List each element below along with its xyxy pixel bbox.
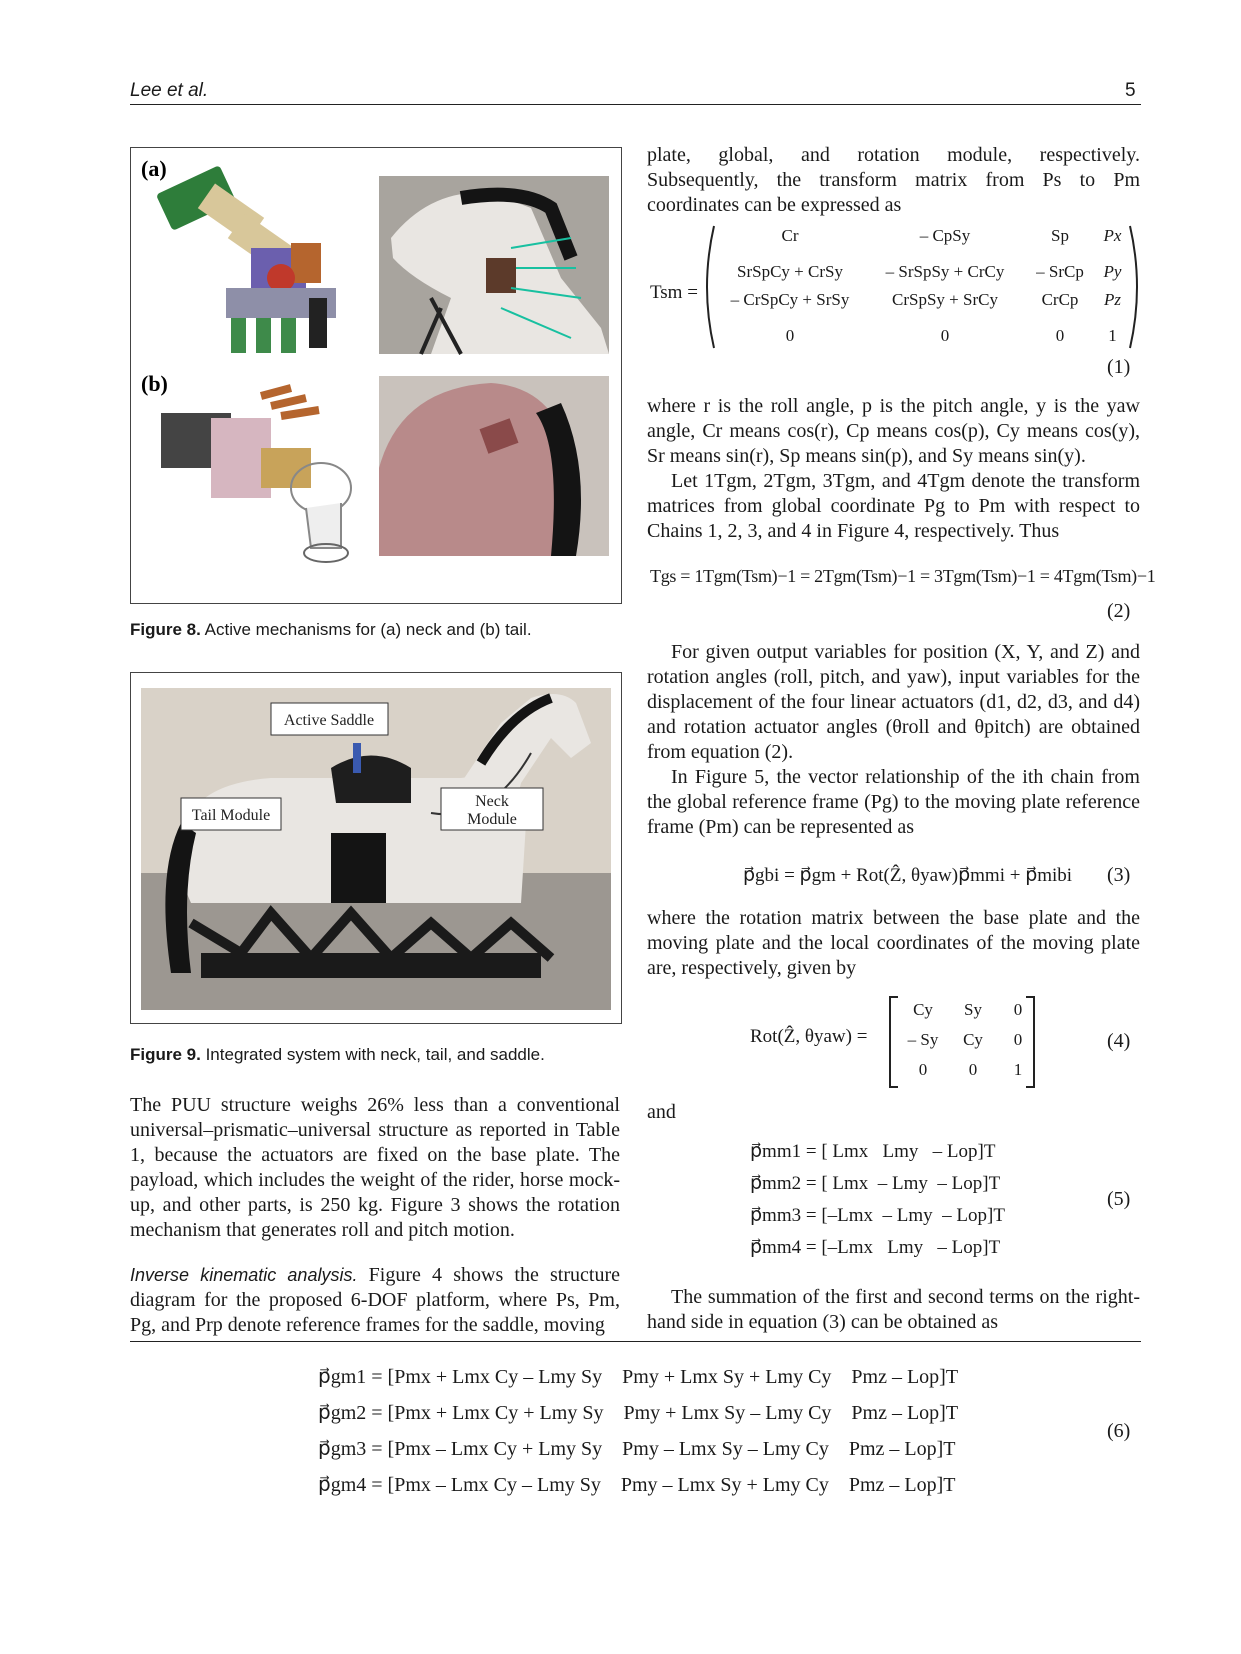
eq3-expression: p⃗gbi = p⃗gm + Rot(Ẑ, θyaw)p⃗mmi + p⃗mibi [743,865,1073,886]
right-paragraph-1: plate, global, and rotation module, respectively. Subsequently, the transform matrix from Ps to Pm coordinates can be expressed as [647,144,1140,216]
eq4-cell: Cy [913,1000,933,1019]
tail-mockup-photo [379,376,609,556]
figure-9-caption-label: Figure 9. [130,1045,201,1064]
paragraph-puu-structure: The PUU structure weighs 26% less than a conventional universal–prismatic–universal structure as reported in Table 1, because the actuators are fixed on the base plate. The payload, which includes the weight of the rider, horse mock-up, and other parts, is 250 kg. Figure 3 shows the rotation mechanism that generates roll and pitch motion. [130,1094,620,1241]
eq5-number: (5) [1107,1188,1131,1210]
tail-mechanism-cad [161,388,351,562]
eq5-row: p⃗mm2 = [ Lmx – Lmy – Lop]T [750,1173,1001,1194]
figure-8-illustration [131,148,621,603]
eq2-number: (2) [1107,600,1131,622]
figure-8-label-a: (a) [141,156,167,181]
right-paragraph-6: The summation of the first and second terms on the right-hand side in equation (3) can be obtained as [647,1286,1140,1333]
paragraph-vector-relationship: In Figure 5, the vector relationship of the ith chain from the global reference frame (Pg) to the moving plate reference frame (Pm) can be represented as [647,766,1140,838]
eq1-cell: CrCp [1041,290,1079,309]
eq1-cell: CrSpSy + SrCy [892,290,998,309]
runin-heading: Inverse kinematic analysis. [130,1265,358,1285]
figure-8-label-b: (b) [141,371,168,396]
eq1-lhs: Tsm = [650,282,698,303]
running-header-author: Lee et al. [130,80,209,101]
paragraph-inverse-kinematics-text: Figure 4 shows the structure diagram for the proposed 6-DOF platform, where Ps, Pm, Pg, and Prp denote reference frames for the saddle, moving [130,1264,620,1336]
callout-neck-line-1: Neck [475,793,509,810]
eq1-cell: – SrSpSy + CrCy [885,262,1005,281]
header-rule [130,104,1141,105]
eq1-number: (1) [1107,356,1131,378]
eq4-lhs: Rot(Ẑ, θyaw) = [750,1026,868,1047]
figure-8 [130,147,622,604]
callout-active-saddle: Active Saddle [283,712,375,729]
paragraph-angle-definitions: where r is the roll angle, p is the pitch angle, y is the yaw angle, Cr means cos(r), Cp means cos(p), Cy means cos(y), Sr means sin(r), Sp means sin(p), and Sy means sin(y). [647,395,1140,467]
eq4-cell: 1 [1013,1060,1023,1079]
eq1-cell: Sp [1051,226,1069,245]
figure-8-caption [130,620,532,640]
eq1-cell: SrSpCy + CrSy [737,262,843,281]
eq1-cell: Px [1103,226,1122,245]
eq1-cell: Pz [1104,290,1121,309]
eq6-number: (6) [1107,1420,1131,1442]
eq6-row: p⃗gm3 = [Pmx – Lmx Cy + Lmy Sy Pmy – Lmx Sy – Lmy Cy Pmz – Lop]T [318,1438,956,1460]
eq6-row: p⃗gm1 = [Pmx + Lmx Cy – Lmy Sy Pmy + Lmx Sy + Lmy Cy Pmz – Lop]T [318,1366,959,1388]
eq1-cell: – CpSy [919,226,971,245]
eq1-cell: Cr [781,226,799,245]
eq4-cell: 0 [918,1060,928,1079]
eq6-row: p⃗gm4 = [Pmx – Lmx Cy – Lmy Sy Pmy – Lmx Sy + Lmy Cy Pmz – Lop]T [318,1474,956,1496]
eq1-cell: 0 [785,326,795,345]
eq4-cell: 0 [1013,1030,1023,1049]
eq1-cell: Py [1103,262,1122,281]
page-number: 5 [1125,80,1136,101]
paragraph-transform-matrices: Let 1Tgm, 2Tgm, 3Tgm, and 4Tgm denote the transform matrices from global coordinate Pg to Pm with respect to Chains 1, 2, 3, and 4 in Figure 4, respectively. Thus [647,470,1140,542]
figure-9-caption [130,1045,545,1065]
figure-9 [130,672,622,1024]
eq5-row: p⃗mm3 = [–Lmx – Lmy – Lop]T [750,1205,1005,1226]
paragraph-inverse-kinematics [130,1263,620,1338]
eq1-cell: – SrCp [1036,262,1084,281]
right-paragraph-3 [647,640,1140,840]
left-column-body [130,1093,620,1338]
callout-tail-module: Tail Module [191,807,271,824]
figure-9-caption-text: Integrated system with neck, tail, and saddle. [200,1045,545,1064]
eq1-cell: 0 [1055,326,1065,345]
eq1-cell: – CrSpCy + SrSy [730,290,850,309]
eq4-cell: Sy [964,1000,982,1019]
eq1-cell: 1 [1108,326,1117,345]
eq4-number: (4) [1107,1030,1131,1052]
eq2-expression: Tgs = 1Tgm(Tsm)−1 = 2Tgm(Tsm)−1 = 3Tgm(Tsm)−1 = 4Tgm(Tsm)−1 [650,566,1156,586]
figure-8-caption-label: Figure 8. [130,620,201,639]
figure-8-caption-text: Active mechanisms for (a) neck and (b) tail. [200,620,532,639]
column-bottom-rule [130,1341,1141,1342]
eq4-cell: 0 [968,1060,978,1079]
paragraph-output-variables: For given output variables for position (X, Y, and Z) and rotation angles (roll, pitch, and yaw), input variables for the displacement of the four linear actuators (d1, d2, d3, and d4) and rotation actuator angles (θroll and θpitch) are obtained from equation (2). [647,641,1140,763]
figure-9-photo [131,673,621,1023]
eq3-number: (3) [1107,864,1131,886]
neck-mockup-photo [379,176,609,354]
eq4-cell: – Sy [907,1030,939,1049]
eq4-cell: 0 [1013,1000,1023,1019]
right-paragraph-4: where the rotation matrix between the base plate and the moving plate and the local coordinates of the moving plate are, respectively, given by [647,907,1140,979]
eq6-row: p⃗gm2 = [Pmx + Lmx Cy + Lmy Sy Pmy + Lmx Sy – Lmy Cy Pmz – Lop]T [318,1402,959,1424]
eq5-row: p⃗mm4 = [–Lmx Lmy – Lop]T [750,1237,1001,1258]
neck-mechanism-cad [156,165,336,353]
right-paragraph-5: and [647,1101,676,1123]
callout-neck-line-2: Module [467,811,517,828]
eq1-cell: 0 [940,326,950,345]
right-paragraph-2 [647,394,1140,544]
eq5-row: p⃗mm1 = [ Lmx Lmy – Lop]T [750,1141,996,1162]
eq4-cell: Cy [963,1030,983,1049]
